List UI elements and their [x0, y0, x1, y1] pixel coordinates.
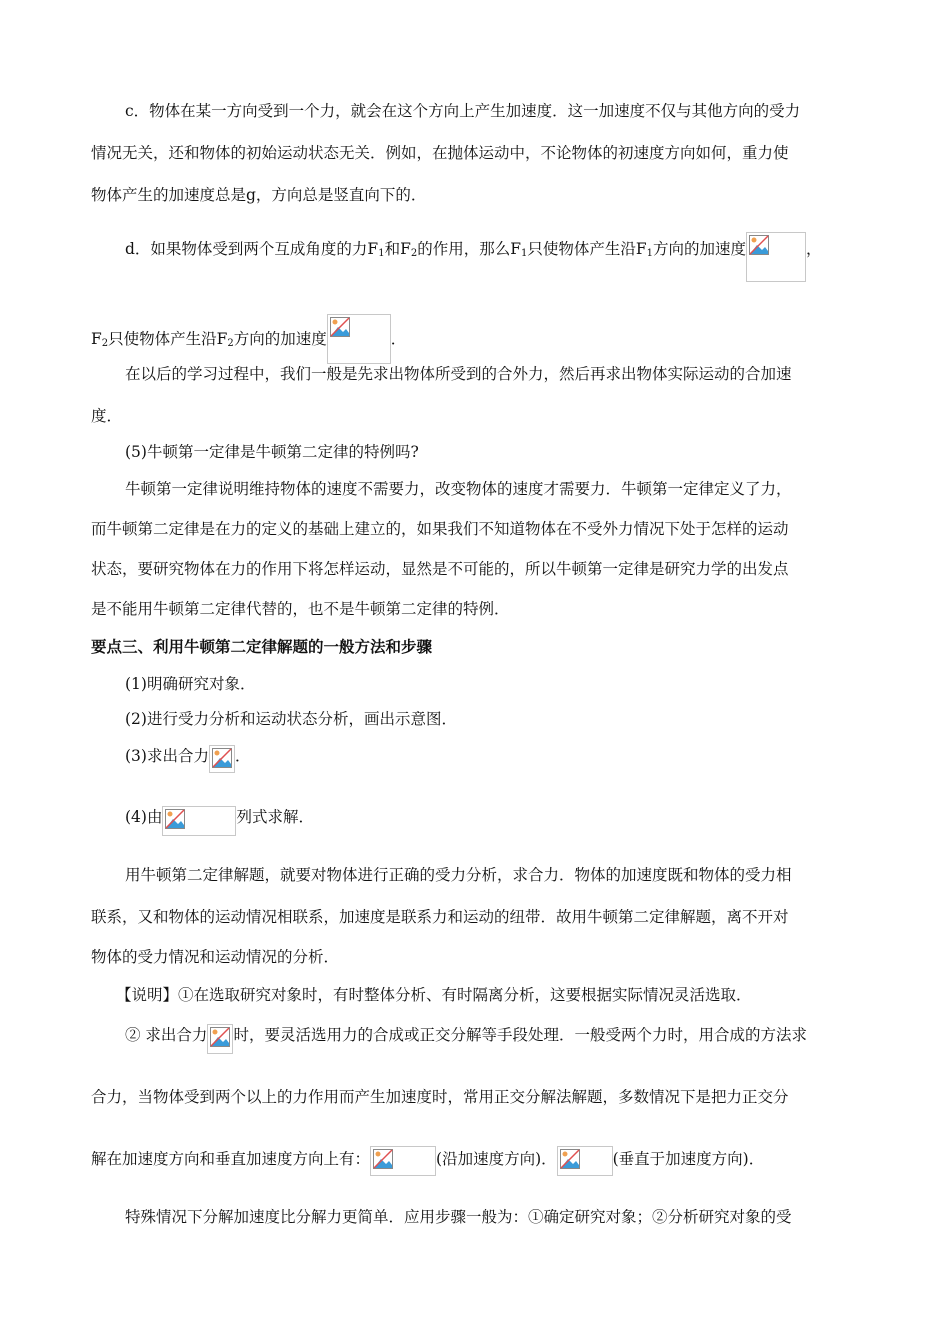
subscript: 1 — [378, 248, 385, 259]
broken-image-icon — [330, 317, 350, 337]
paragraph-p-line-2: 度． — [91, 407, 123, 425]
section-heading: 要点三、利用牛顿第二定律解题的一般方法和步骤 — [91, 637, 433, 656]
formula-image — [162, 806, 236, 836]
text: 时，要灵活选用力的合成或正交分解等手段处理．一般受两个力时，用合成的方法求 — [233, 1026, 807, 1044]
text: 列式求解． — [236, 808, 314, 826]
text: (垂直于加速度方向)． — [612, 1150, 765, 1168]
note-line-2 — [125, 1024, 807, 1046]
text: 只使物体产生沿F — [527, 240, 647, 258]
step-2: (2)进行受力分析和运动状态分析，画出示意图． — [125, 710, 457, 728]
formula-image — [209, 745, 235, 773]
broken-image-icon — [212, 748, 232, 768]
step-3 — [125, 745, 250, 767]
note-line-4 — [91, 1146, 764, 1170]
text: F — [91, 330, 102, 348]
broken-image-icon — [560, 1149, 580, 1169]
broken-image-icon — [373, 1149, 393, 1169]
question-5: (5)牛顿第一定律是牛顿第二定律的特例吗? — [125, 443, 419, 461]
paragraph-u-line-3: 物体的受力情况和运动情况的分析． — [91, 948, 340, 966]
note-line-3: 合力，当物体受到两个以上的力作用而产生加速度时，常用正交分解法解题，多数情况下是把力正交分 — [91, 1088, 789, 1106]
subscript: 2 — [101, 338, 109, 349]
note-line-1: 【说明】①在选取研究对象时，有时整体分析、有时隔离分析，这要根据实际情况灵活选取． — [116, 986, 752, 1004]
text: 和F — [384, 240, 411, 258]
paragraph-last-line: 特殊情况下分解加速度比分解力更简单．应用步骤一般为：①确定研究对象；②分析研究对象的受 — [125, 1208, 792, 1226]
broken-image-icon — [210, 1027, 230, 1047]
text: 方向的加速度 — [233, 330, 327, 348]
paragraph-d-line-2 — [91, 314, 406, 350]
broken-image-icon — [749, 235, 769, 255]
paragraph-c-line-3: 物体产生的加速度总是g，方向总是竖直向下的． — [91, 186, 427, 204]
text: (4)由 — [125, 808, 163, 826]
step-4 — [125, 806, 314, 828]
broken-image-icon — [165, 809, 185, 829]
text: 的作用，那么F — [417, 240, 521, 258]
formula-image — [557, 1146, 613, 1176]
formula-image — [207, 1024, 233, 1054]
text: d．如果物体受到两个互成角度的力F — [125, 240, 379, 258]
paragraph-u-line-2: 联系，又和物体的运动情况相联系，加速度是联系力和运动的纽带．故用牛顿第二定律解题，离不开对 — [91, 908, 789, 926]
paragraph-n-line-2: 而牛顿第二定律是在力的定义的基础上建立的，如果我们不知道物体在不受外力情况下处于怎样的运动 — [91, 520, 789, 538]
step-1: (1)明确研究对象． — [125, 675, 256, 693]
formula-image — [746, 232, 806, 282]
paragraph-u-line-1: 用牛顿第二定律解题，就要对物体进行正确的受力分析，求合力．物体的加速度既和物体的受力相 — [125, 866, 792, 884]
text: ． — [234, 747, 251, 765]
subscript: 1 — [520, 248, 528, 259]
paragraph-p-line-1: 在以后的学习过程中，我们一般是先求出物体所受到的合外力，然后再求出物体实际运动的合加速 — [125, 365, 792, 383]
text: ． — [390, 330, 407, 348]
paragraph-c-line-1: c．物体在某一方向受到一个力，就会在这个方向上产生加速度．这一加速度不仅与其他方向的受力 — [125, 102, 801, 120]
text: 解在加速度方向和垂直加速度方向上有： — [91, 1150, 371, 1168]
subscript: 1 — [646, 248, 653, 259]
subscript: 2 — [227, 338, 234, 349]
formula-image — [370, 1146, 436, 1176]
text: 只使物体产生沿F — [108, 330, 228, 348]
paragraph-n-line-4: 是不能用牛顿第二定律代替的，也不是牛顿第二定律的特例． — [91, 600, 510, 618]
text: (沿加速度方向)． — [436, 1150, 557, 1168]
paragraph-d-line-1 — [125, 232, 822, 260]
paragraph-n-line-1: 牛顿第一定律说明维持物体的速度不需要力，改变物体的速度才需要力．牛顿第一定律定义了力， — [125, 480, 792, 498]
text: (3)求出合力 — [125, 747, 209, 765]
text: ② 求出合力 — [125, 1026, 208, 1044]
formula-image — [327, 314, 391, 364]
text: ， — [806, 240, 822, 258]
text: 方向的加速度 — [652, 240, 746, 258]
paragraph-c-line-2: 情况无关，还和物体的初始运动状态无关．例如，在抛体运动中，不论物体的初速度方向如何，重力使 — [91, 144, 789, 162]
subscript: 2 — [410, 248, 418, 259]
paragraph-n-line-3: 状态，要研究物体在力的作用下将怎样运动，显然是不可能的，所以牛顿第一定律是研究力学的出发点 — [91, 560, 789, 578]
